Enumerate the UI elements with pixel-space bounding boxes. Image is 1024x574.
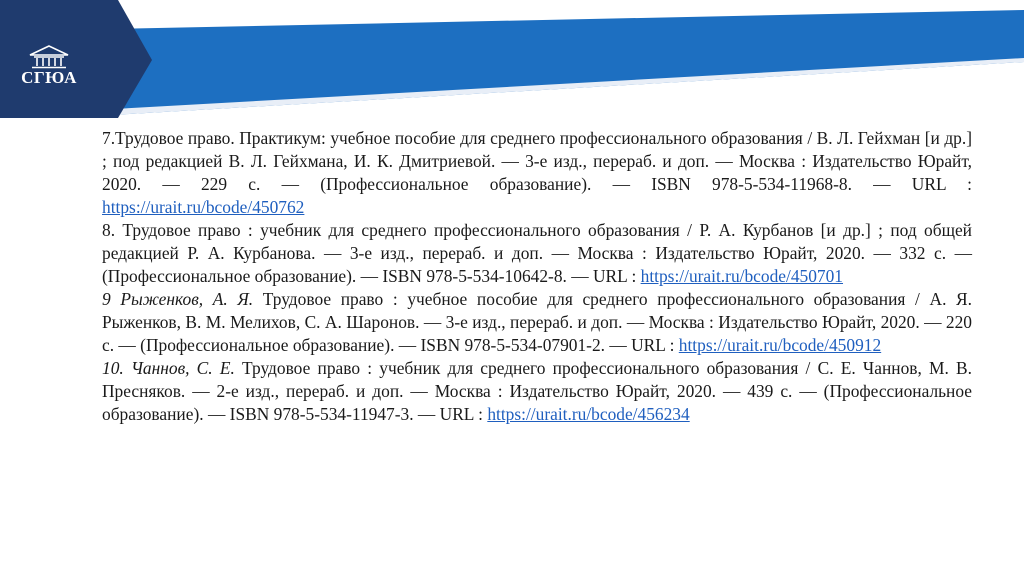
- reference-text: 8. Трудовое право : учебник для среднего профессионального образования / Р. А. Курбанов [и др.] ; под общей редакцией Р. А. Курбанова. — 3-е изд., перераб. и доп. — Москва : Издательство Юрайт, 2020. — 332 с. — (Профессиональное образование). — ISBN 978-5-534-10642-8. — URL :: [102, 220, 972, 286]
- reference-item: [102, 288, 972, 357]
- reference-author: 9 Рыженков, А. Я.: [102, 289, 254, 309]
- header-shapes: [0, 0, 1024, 120]
- reference-author: 10. Чаннов, С. Е.: [102, 358, 235, 378]
- header-banner: [0, 0, 1024, 120]
- columns-building-icon: [14, 44, 84, 70]
- logo-text: СГЮА: [21, 68, 77, 87]
- reference-text: Трудовое право : учебник для среднего профессионального образования / С. Е. Чаннов, М. В. Пресняков. — 2-е изд., перераб. и доп. — Москва : Издательство Юрайт, 2020. — 439 с. — (Профессиональное образование). — ISBN 978-5-534-11947-3. — URL :: [102, 358, 972, 424]
- logo: [14, 44, 84, 104]
- reference-list: [102, 127, 972, 426]
- reference-link[interactable]: https://urait.ru/bcode/456234: [487, 404, 690, 424]
- reference-link[interactable]: https://urait.ru/bcode/450912: [678, 335, 882, 355]
- reference-text: 7.Трудовое право. Практикум: учебное пособие для среднего профессионального образования / В. Л. Гейхман [и др.] ; под редакцией В. Л. Гейхмана, И. К. Дмитриевой. — 3-е изд., перераб. и доп. — Москва : Издательство Юрайт, 2020. — 229 с. — (Профессиональное образование). — ISBN 978-5-534-11968-8. — URL :: [102, 128, 972, 194]
- reference-item: [102, 127, 972, 219]
- reference-item: [102, 219, 972, 288]
- reference-text: Трудовое право : учебное пособие для среднего профессионального образования / А. Я. Рыженков, В. М. Мелихов, С. А. Шаронов. — 3-е изд., перераб. и доп. — Москва : Издательство Юрайт, 2020. — 220 с. — (Профессиональное образование). — ISBN 978-5-534-07901-2. — URL :: [102, 289, 973, 355]
- reference-link[interactable]: https://urait.ru/bcode/450762: [102, 197, 305, 217]
- reference-item: [102, 357, 972, 426]
- reference-link[interactable]: https://urait.ru/bcode/450701: [640, 266, 844, 286]
